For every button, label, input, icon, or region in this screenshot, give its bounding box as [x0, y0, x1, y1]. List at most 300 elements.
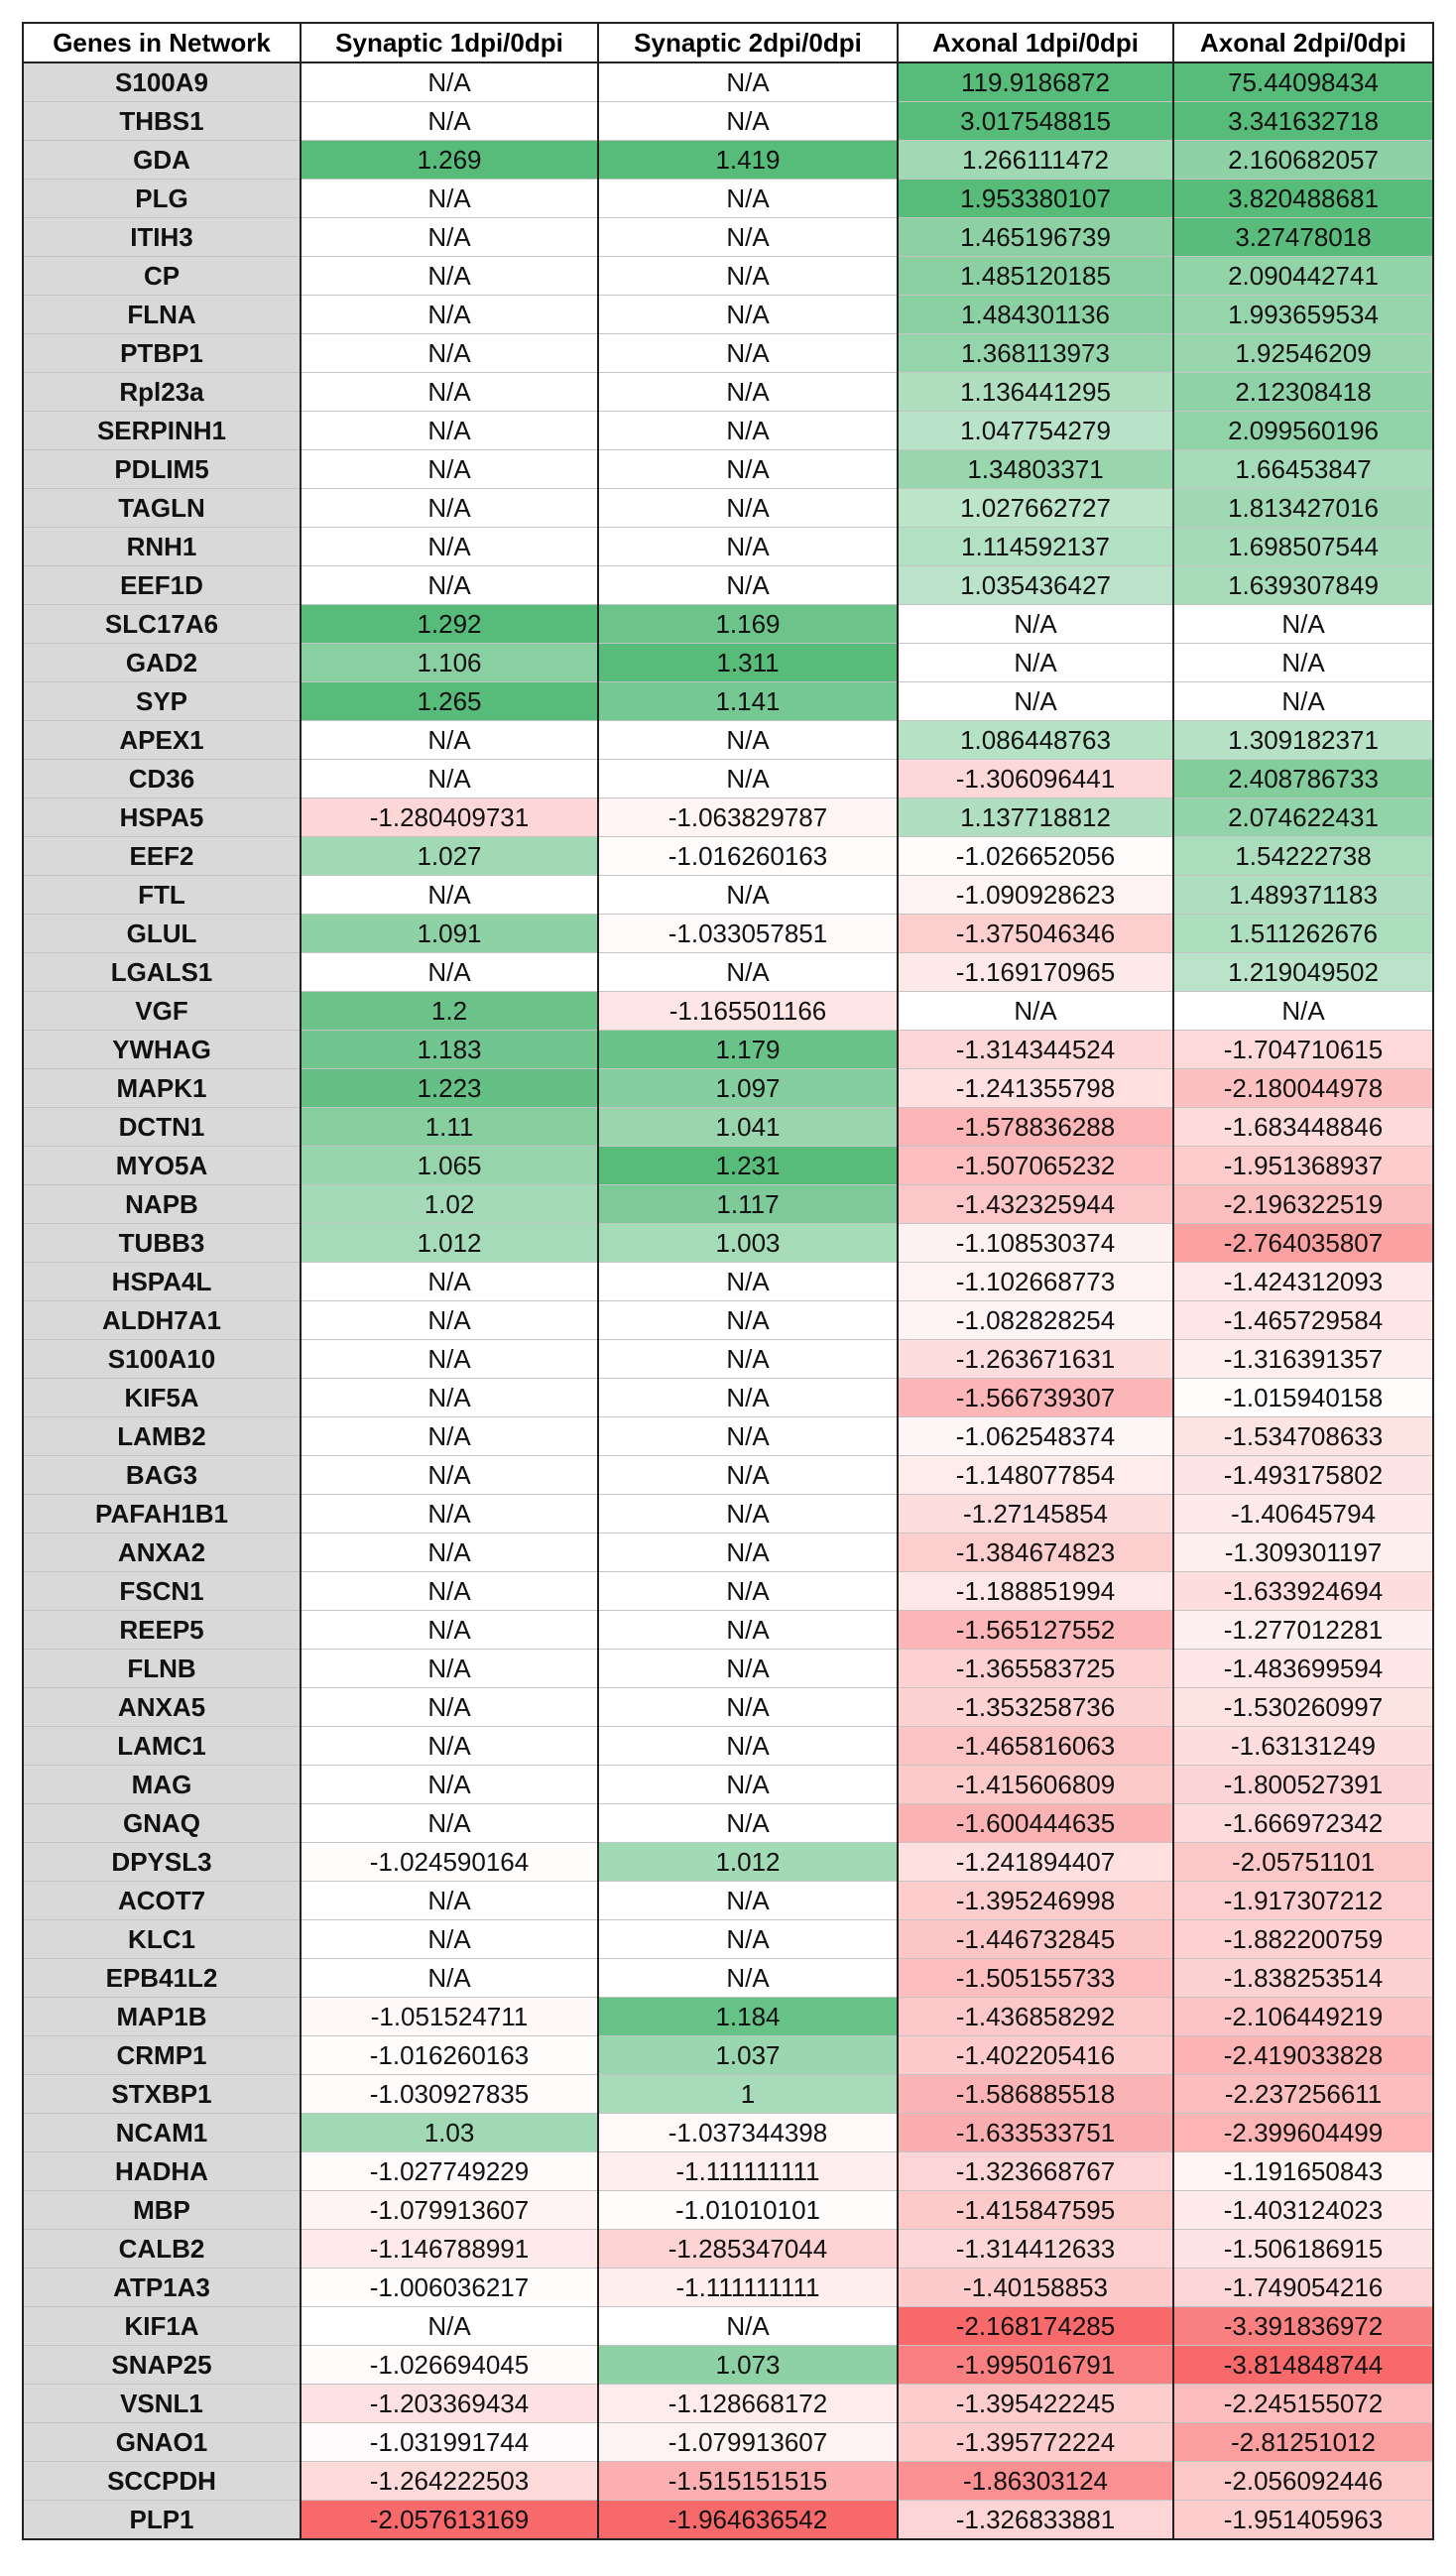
value-cell-synaptic-2dpi: 1.141 [598, 682, 898, 721]
value-cell-axonal-2dpi: -1.493175802 [1173, 1456, 1433, 1495]
table-row [23, 1650, 1433, 1688]
value-cell-synaptic-2dpi: N/A [598, 450, 898, 489]
value-cell-axonal-2dpi: 2.074622431 [1173, 798, 1433, 837]
table-row [23, 373, 1433, 412]
table-row [23, 489, 1433, 528]
value-cell-axonal-2dpi: N/A [1173, 644, 1433, 682]
value-cell-axonal-1dpi: -1.395422245 [898, 2385, 1173, 2423]
value-cell-axonal-1dpi: -1.27145854 [898, 1495, 1173, 1533]
table-row [23, 682, 1433, 721]
gene-name-cell: S100A9 [23, 62, 301, 102]
value-cell-synaptic-2dpi: 1.097 [598, 1069, 898, 1108]
value-cell-synaptic-1dpi: 1.106 [301, 644, 598, 682]
value-cell-axonal-2dpi: -1.40645794 [1173, 1495, 1433, 1533]
value-cell-axonal-2dpi: -1.483699594 [1173, 1650, 1433, 1688]
table-row [23, 218, 1433, 257]
gene-name-cell: NCAM1 [23, 2114, 301, 2152]
value-cell-axonal-2dpi: -3.814848744 [1173, 2346, 1433, 2385]
value-cell-axonal-2dpi: 75.44098434 [1173, 62, 1433, 102]
value-cell-synaptic-1dpi: -1.006036217 [301, 2269, 598, 2307]
value-cell-axonal-2dpi: -2.106449219 [1173, 1998, 1433, 2036]
value-cell-axonal-2dpi: 2.090442741 [1173, 257, 1433, 296]
header-row [23, 23, 1433, 62]
value-cell-axonal-1dpi: 1.266111472 [898, 141, 1173, 180]
gene-name-cell: PTBP1 [23, 334, 301, 373]
value-cell-axonal-1dpi: -1.375046346 [898, 915, 1173, 953]
value-cell-synaptic-2dpi: -1.285347044 [598, 2230, 898, 2269]
value-cell-synaptic-2dpi: N/A [598, 1804, 898, 1843]
value-cell-axonal-1dpi: N/A [898, 644, 1173, 682]
value-cell-axonal-1dpi: -1.102668773 [898, 1263, 1173, 1301]
value-cell-synaptic-2dpi: N/A [598, 1301, 898, 1340]
value-cell-axonal-2dpi: 3.341632718 [1173, 102, 1433, 141]
value-cell-axonal-1dpi: 1.086448763 [898, 721, 1173, 760]
gene-name-cell: DCTN1 [23, 1108, 301, 1147]
table-row [23, 1456, 1433, 1495]
value-cell-axonal-1dpi: 3.017548815 [898, 102, 1173, 141]
value-cell-synaptic-2dpi: 1.419 [598, 141, 898, 180]
table-row [23, 566, 1433, 605]
value-cell-synaptic-1dpi: N/A [301, 1688, 598, 1727]
gene-name-cell: EEF1D [23, 566, 301, 605]
table-row [23, 1959, 1433, 1998]
value-cell-axonal-2dpi: -1.530260997 [1173, 1688, 1433, 1727]
value-cell-axonal-2dpi: 3.820488681 [1173, 180, 1433, 218]
gene-name-cell: S100A10 [23, 1340, 301, 1379]
value-cell-axonal-1dpi: -1.586885518 [898, 2075, 1173, 2114]
value-cell-synaptic-1dpi: N/A [301, 1882, 598, 1920]
table-row [23, 2036, 1433, 2075]
value-cell-axonal-2dpi: -2.196322519 [1173, 1185, 1433, 1224]
value-cell-synaptic-2dpi: 1.012 [598, 1843, 898, 1882]
value-cell-axonal-2dpi: 1.698507544 [1173, 528, 1433, 566]
value-cell-synaptic-1dpi: 1.012 [301, 1224, 598, 1263]
table-row [23, 1031, 1433, 1069]
value-cell-axonal-2dpi: 1.511262676 [1173, 915, 1433, 953]
value-cell-axonal-1dpi: 1.484301136 [898, 296, 1173, 334]
table-row [23, 1301, 1433, 1340]
table-row [23, 2230, 1433, 2269]
value-cell-axonal-1dpi: -1.241894407 [898, 1843, 1173, 1882]
table-row [23, 644, 1433, 682]
value-cell-axonal-2dpi: -1.534708633 [1173, 1417, 1433, 1456]
value-cell-synaptic-1dpi: N/A [301, 62, 598, 102]
value-cell-synaptic-2dpi: 1.231 [598, 1147, 898, 1185]
value-cell-synaptic-1dpi: N/A [301, 1495, 598, 1533]
value-cell-axonal-1dpi: 1.34803371 [898, 450, 1173, 489]
value-cell-axonal-1dpi: -1.082828254 [898, 1301, 1173, 1340]
value-cell-axonal-2dpi: -2.764035807 [1173, 1224, 1433, 1263]
value-cell-axonal-1dpi: -1.148077854 [898, 1456, 1173, 1495]
table-row [23, 721, 1433, 760]
table-row [23, 915, 1433, 953]
value-cell-axonal-2dpi: N/A [1173, 682, 1433, 721]
table-row [23, 1495, 1433, 1533]
gene-name-cell: ITIH3 [23, 218, 301, 257]
value-cell-synaptic-1dpi: N/A [301, 760, 598, 798]
value-cell-synaptic-2dpi: 1.311 [598, 644, 898, 682]
value-cell-synaptic-2dpi: N/A [598, 412, 898, 450]
table-row [23, 1688, 1433, 1727]
value-cell-synaptic-1dpi: N/A [301, 528, 598, 566]
table-row [23, 1882, 1433, 1920]
value-cell-axonal-1dpi: -1.384674823 [898, 1533, 1173, 1572]
gene-name-cell: CALB2 [23, 2230, 301, 2269]
value-cell-synaptic-1dpi: 1.269 [301, 141, 598, 180]
value-cell-synaptic-1dpi: 1.223 [301, 1069, 598, 1108]
value-cell-axonal-2dpi: 1.92546209 [1173, 334, 1433, 373]
gene-name-cell: DPYSL3 [23, 1843, 301, 1882]
value-cell-synaptic-2dpi: -1.165501166 [598, 992, 898, 1031]
value-cell-axonal-1dpi: 1.137718812 [898, 798, 1173, 837]
value-cell-synaptic-2dpi: 1.169 [598, 605, 898, 644]
value-cell-synaptic-1dpi: -1.264222503 [301, 2462, 598, 2501]
gene-name-cell: PLP1 [23, 2501, 301, 2540]
value-cell-axonal-1dpi: -1.314412633 [898, 2230, 1173, 2269]
value-cell-synaptic-1dpi: -1.203369434 [301, 2385, 598, 2423]
value-cell-synaptic-1dpi: 1.027 [301, 837, 598, 876]
value-cell-axonal-1dpi: 119.9186872 [898, 62, 1173, 102]
value-cell-synaptic-1dpi: -1.031991744 [301, 2423, 598, 2462]
value-cell-axonal-2dpi: -2.399604499 [1173, 2114, 1433, 2152]
gene-name-cell: KLC1 [23, 1920, 301, 1959]
value-cell-synaptic-1dpi: -1.146788991 [301, 2230, 598, 2269]
table-row [23, 1108, 1433, 1147]
gene-name-cell: PDLIM5 [23, 450, 301, 489]
gene-name-cell: ACOT7 [23, 1882, 301, 1920]
value-cell-synaptic-1dpi: -1.027749229 [301, 2152, 598, 2191]
value-cell-axonal-1dpi: -1.446732845 [898, 1920, 1173, 1959]
value-cell-synaptic-1dpi: 1.183 [301, 1031, 598, 1069]
value-cell-synaptic-2dpi: N/A [598, 566, 898, 605]
value-cell-axonal-1dpi: -1.323668767 [898, 2152, 1173, 2191]
value-cell-synaptic-1dpi: N/A [301, 102, 598, 141]
table-row [23, 1766, 1433, 1804]
gene-name-cell: THBS1 [23, 102, 301, 141]
value-cell-synaptic-1dpi: N/A [301, 180, 598, 218]
value-cell-axonal-1dpi: -1.566739307 [898, 1379, 1173, 1417]
value-cell-axonal-2dpi: 1.54222738 [1173, 837, 1433, 876]
value-cell-axonal-1dpi: 1.368113973 [898, 334, 1173, 373]
value-cell-synaptic-2dpi: N/A [598, 760, 898, 798]
value-cell-axonal-1dpi: -1.353258736 [898, 1688, 1173, 1727]
gene-name-cell: PAFAH1B1 [23, 1495, 301, 1533]
value-cell-axonal-1dpi: -1.062548374 [898, 1417, 1173, 1456]
table-row [23, 2191, 1433, 2230]
value-cell-synaptic-2dpi: N/A [598, 1766, 898, 1804]
gene-name-cell: SERPINH1 [23, 412, 301, 450]
value-cell-synaptic-1dpi: N/A [301, 373, 598, 412]
value-cell-synaptic-2dpi: N/A [598, 1379, 898, 1417]
value-cell-axonal-1dpi: 1.027662727 [898, 489, 1173, 528]
value-cell-synaptic-1dpi: 1.11 [301, 1108, 598, 1147]
gene-name-cell: MAPK1 [23, 1069, 301, 1108]
value-cell-synaptic-2dpi: -1.111111111 [598, 2152, 898, 2191]
header-axonal-1dpi: Axonal 1dpi/0dpi [898, 23, 1173, 62]
gene-name-cell: GDA [23, 141, 301, 180]
table-row [23, 798, 1433, 837]
heatmap-table [22, 22, 1434, 2540]
table-row [23, 141, 1433, 180]
value-cell-axonal-2dpi: N/A [1173, 992, 1433, 1031]
value-cell-synaptic-1dpi: N/A [301, 1766, 598, 1804]
value-cell-axonal-1dpi: -1.108530374 [898, 1224, 1173, 1263]
gene-name-cell: LAMC1 [23, 1727, 301, 1766]
value-cell-synaptic-1dpi: N/A [301, 296, 598, 334]
value-cell-synaptic-1dpi: N/A [301, 218, 598, 257]
gene-name-cell: RNH1 [23, 528, 301, 566]
value-cell-axonal-1dpi: -1.169170965 [898, 953, 1173, 992]
table-row [23, 876, 1433, 915]
table-row [23, 992, 1433, 1031]
gene-name-cell: EPB41L2 [23, 1959, 301, 1998]
value-cell-axonal-2dpi: -1.882200759 [1173, 1920, 1433, 1959]
table-row [23, 605, 1433, 644]
value-cell-synaptic-1dpi: N/A [301, 334, 598, 373]
value-cell-synaptic-1dpi: N/A [301, 257, 598, 296]
value-cell-synaptic-1dpi: N/A [301, 1456, 598, 1495]
value-cell-axonal-2dpi: 1.489371183 [1173, 876, 1433, 915]
value-cell-synaptic-2dpi: N/A [598, 1456, 898, 1495]
value-cell-axonal-1dpi: -1.633533751 [898, 2114, 1173, 2152]
value-cell-axonal-2dpi: -3.391836972 [1173, 2307, 1433, 2346]
value-cell-synaptic-1dpi: 1.065 [301, 1147, 598, 1185]
value-cell-synaptic-2dpi: N/A [598, 1611, 898, 1650]
table-row [23, 450, 1433, 489]
value-cell-axonal-1dpi: -1.402205416 [898, 2036, 1173, 2075]
value-cell-synaptic-1dpi: N/A [301, 1572, 598, 1611]
value-cell-synaptic-2dpi: N/A [598, 373, 898, 412]
value-cell-synaptic-1dpi: N/A [301, 876, 598, 915]
value-cell-axonal-2dpi: 1.639307849 [1173, 566, 1433, 605]
value-cell-axonal-1dpi: 1.114592137 [898, 528, 1173, 566]
header-genes: Genes in Network [23, 23, 301, 62]
value-cell-synaptic-2dpi: 1.073 [598, 2346, 898, 2385]
value-cell-synaptic-2dpi: -1.128668172 [598, 2385, 898, 2423]
value-cell-axonal-1dpi: -2.168174285 [898, 2307, 1173, 2346]
value-cell-synaptic-1dpi: 1.091 [301, 915, 598, 953]
value-cell-axonal-1dpi: -1.415606809 [898, 1766, 1173, 1804]
value-cell-axonal-2dpi: 2.099560196 [1173, 412, 1433, 450]
value-cell-axonal-2dpi: -1.633924694 [1173, 1572, 1433, 1611]
value-cell-axonal-1dpi: 1.953380107 [898, 180, 1173, 218]
value-cell-axonal-2dpi: -2.05751101 [1173, 1843, 1433, 1882]
header-axonal-2dpi: Axonal 2dpi/0dpi [1173, 23, 1433, 62]
value-cell-synaptic-2dpi: N/A [598, 1417, 898, 1456]
value-cell-axonal-2dpi: -1.277012281 [1173, 1611, 1433, 1650]
table-row [23, 1379, 1433, 1417]
gene-name-cell: ALDH7A1 [23, 1301, 301, 1340]
value-cell-axonal-2dpi: -1.800527391 [1173, 1766, 1433, 1804]
table-row [23, 2114, 1433, 2152]
gene-name-cell: CP [23, 257, 301, 296]
gene-name-cell: GAD2 [23, 644, 301, 682]
value-cell-synaptic-2dpi: 1.041 [598, 1108, 898, 1147]
table-row [23, 334, 1433, 373]
value-cell-synaptic-1dpi: -1.030927835 [301, 2075, 598, 2114]
header-synaptic-1dpi: Synaptic 1dpi/0dpi [301, 23, 598, 62]
gene-name-cell: SNAP25 [23, 2346, 301, 2385]
table-row [23, 180, 1433, 218]
value-cell-synaptic-1dpi: N/A [301, 1379, 598, 1417]
value-cell-axonal-1dpi: N/A [898, 605, 1173, 644]
value-cell-axonal-1dpi: -1.507065232 [898, 1147, 1173, 1185]
value-cell-axonal-2dpi: -1.63131249 [1173, 1727, 1433, 1766]
table-row [23, 1843, 1433, 1882]
value-cell-synaptic-2dpi: -1.515151515 [598, 2462, 898, 2501]
value-cell-axonal-2dpi: -1.403124023 [1173, 2191, 1433, 2230]
value-cell-axonal-2dpi: -2.237256611 [1173, 2075, 1433, 2114]
value-cell-axonal-2dpi: -1.666972342 [1173, 1804, 1433, 1843]
table-row [23, 296, 1433, 334]
value-cell-axonal-2dpi: -1.704710615 [1173, 1031, 1433, 1069]
gene-name-cell: CRMP1 [23, 2036, 301, 2075]
gene-name-cell: LAMB2 [23, 1417, 301, 1456]
value-cell-axonal-1dpi: N/A [898, 682, 1173, 721]
table-row [23, 1727, 1433, 1766]
value-cell-synaptic-2dpi: 1.037 [598, 2036, 898, 2075]
value-cell-synaptic-2dpi: 1.003 [598, 1224, 898, 1263]
value-cell-synaptic-1dpi: N/A [301, 1727, 598, 1766]
value-cell-axonal-2dpi: N/A [1173, 605, 1433, 644]
value-cell-synaptic-2dpi: N/A [598, 1263, 898, 1301]
value-cell-synaptic-2dpi: 1.184 [598, 1998, 898, 2036]
value-cell-synaptic-2dpi: N/A [598, 1495, 898, 1533]
table-row [23, 1224, 1433, 1263]
value-cell-axonal-2dpi: -1.465729584 [1173, 1301, 1433, 1340]
value-cell-axonal-2dpi: -1.309301197 [1173, 1533, 1433, 1572]
value-cell-synaptic-1dpi: N/A [301, 1417, 598, 1456]
value-cell-axonal-1dpi: -1.415847595 [898, 2191, 1173, 2230]
gene-name-cell: STXBP1 [23, 2075, 301, 2114]
value-cell-axonal-2dpi: -1.191650843 [1173, 2152, 1433, 2191]
value-cell-synaptic-2dpi: -1.033057851 [598, 915, 898, 953]
value-cell-synaptic-1dpi: N/A [301, 1804, 598, 1843]
gene-name-cell: CD36 [23, 760, 301, 798]
value-cell-synaptic-2dpi: N/A [598, 1688, 898, 1727]
gene-name-cell: ATP1A3 [23, 2269, 301, 2307]
gene-name-cell: SCCPDH [23, 2462, 301, 2501]
table-row [23, 2152, 1433, 2191]
table-row [23, 62, 1433, 102]
table-row [23, 837, 1433, 876]
value-cell-synaptic-2dpi: N/A [598, 1920, 898, 1959]
value-cell-synaptic-2dpi: N/A [598, 257, 898, 296]
gene-name-cell: REEP5 [23, 1611, 301, 1650]
value-cell-synaptic-2dpi: -1.016260163 [598, 837, 898, 876]
value-cell-synaptic-2dpi: N/A [598, 1340, 898, 1379]
value-cell-synaptic-1dpi: N/A [301, 953, 598, 992]
value-cell-axonal-2dpi: -1.424312093 [1173, 1263, 1433, 1301]
value-cell-synaptic-2dpi: -1.079913607 [598, 2423, 898, 2462]
value-cell-axonal-1dpi: 1.136441295 [898, 373, 1173, 412]
gene-name-cell: FLNA [23, 296, 301, 334]
value-cell-axonal-2dpi: 2.12308418 [1173, 373, 1433, 412]
value-cell-synaptic-2dpi: N/A [598, 528, 898, 566]
value-cell-synaptic-1dpi: N/A [301, 1959, 598, 1998]
value-cell-axonal-2dpi: -1.749054216 [1173, 2269, 1433, 2307]
value-cell-synaptic-1dpi: N/A [301, 2307, 598, 2346]
value-cell-axonal-2dpi: -1.951405963 [1173, 2501, 1433, 2540]
gene-name-cell: KIF1A [23, 2307, 301, 2346]
gene-name-cell: YWHAG [23, 1031, 301, 1069]
gene-name-cell: HADHA [23, 2152, 301, 2191]
value-cell-synaptic-2dpi: N/A [598, 296, 898, 334]
gene-name-cell: GLUL [23, 915, 301, 953]
gene-name-cell: ANXA5 [23, 1688, 301, 1727]
gene-name-cell: EEF2 [23, 837, 301, 876]
value-cell-axonal-2dpi: -2.056092446 [1173, 2462, 1433, 2501]
table-row [23, 1185, 1433, 1224]
table-row [23, 1340, 1433, 1379]
value-cell-axonal-2dpi: 1.309182371 [1173, 721, 1433, 760]
value-cell-synaptic-1dpi: 1.2 [301, 992, 598, 1031]
value-cell-synaptic-1dpi: 1.292 [301, 605, 598, 644]
table-row [23, 1069, 1433, 1108]
value-cell-synaptic-1dpi: N/A [301, 1533, 598, 1572]
value-cell-synaptic-2dpi: N/A [598, 1959, 898, 1998]
table-row [23, 1804, 1433, 1843]
gene-name-cell: PLG [23, 180, 301, 218]
table-row [23, 412, 1433, 450]
value-cell-synaptic-2dpi: 1.179 [598, 1031, 898, 1069]
value-cell-axonal-1dpi: -1.026652056 [898, 837, 1173, 876]
table-row [23, 102, 1433, 141]
value-cell-synaptic-1dpi: N/A [301, 489, 598, 528]
table-row [23, 760, 1433, 798]
value-cell-synaptic-2dpi: -1.037344398 [598, 2114, 898, 2152]
value-cell-axonal-1dpi: -1.395246998 [898, 1882, 1173, 1920]
value-cell-axonal-2dpi: 3.27478018 [1173, 218, 1433, 257]
value-cell-axonal-1dpi: -1.505155733 [898, 1959, 1173, 1998]
value-cell-axonal-1dpi: -1.432325944 [898, 1185, 1173, 1224]
value-cell-axonal-1dpi: -1.565127552 [898, 1611, 1173, 1650]
gene-name-cell: TAGLN [23, 489, 301, 528]
gene-name-cell: FLNB [23, 1650, 301, 1688]
value-cell-synaptic-2dpi: N/A [598, 218, 898, 257]
table-row [23, 2307, 1433, 2346]
table-row [23, 257, 1433, 296]
value-cell-synaptic-1dpi: -2.057613169 [301, 2501, 598, 2540]
value-cell-axonal-1dpi: 1.485120185 [898, 257, 1173, 296]
value-cell-axonal-1dpi: N/A [898, 992, 1173, 1031]
gene-name-cell: NAPB [23, 1185, 301, 1224]
table-row [23, 1263, 1433, 1301]
value-cell-axonal-2dpi: 1.66453847 [1173, 450, 1433, 489]
value-cell-synaptic-1dpi: -1.079913607 [301, 2191, 598, 2230]
value-cell-synaptic-2dpi: N/A [598, 102, 898, 141]
value-cell-synaptic-2dpi: N/A [598, 180, 898, 218]
header-synaptic-2dpi: Synaptic 2dpi/0dpi [598, 23, 898, 62]
gene-name-cell: Rpl23a [23, 373, 301, 412]
value-cell-synaptic-1dpi: N/A [301, 1611, 598, 1650]
value-cell-axonal-1dpi: -1.86303124 [898, 2462, 1173, 2501]
value-cell-axonal-2dpi: -2.245155072 [1173, 2385, 1433, 2423]
value-cell-synaptic-1dpi: N/A [301, 1650, 598, 1688]
gene-name-cell: FTL [23, 876, 301, 915]
table-row [23, 953, 1433, 992]
gene-name-cell: SYP [23, 682, 301, 721]
table-row [23, 1572, 1433, 1611]
value-cell-axonal-1dpi: -1.365583725 [898, 1650, 1173, 1688]
value-cell-axonal-1dpi: -1.436858292 [898, 1998, 1173, 2036]
value-cell-axonal-2dpi: -1.683448846 [1173, 1108, 1433, 1147]
value-cell-axonal-2dpi: -2.180044978 [1173, 1069, 1433, 1108]
value-cell-synaptic-2dpi: N/A [598, 876, 898, 915]
value-cell-axonal-1dpi: -1.090928623 [898, 876, 1173, 915]
value-cell-axonal-2dpi: 2.408786733 [1173, 760, 1433, 798]
gene-name-cell: LGALS1 [23, 953, 301, 992]
